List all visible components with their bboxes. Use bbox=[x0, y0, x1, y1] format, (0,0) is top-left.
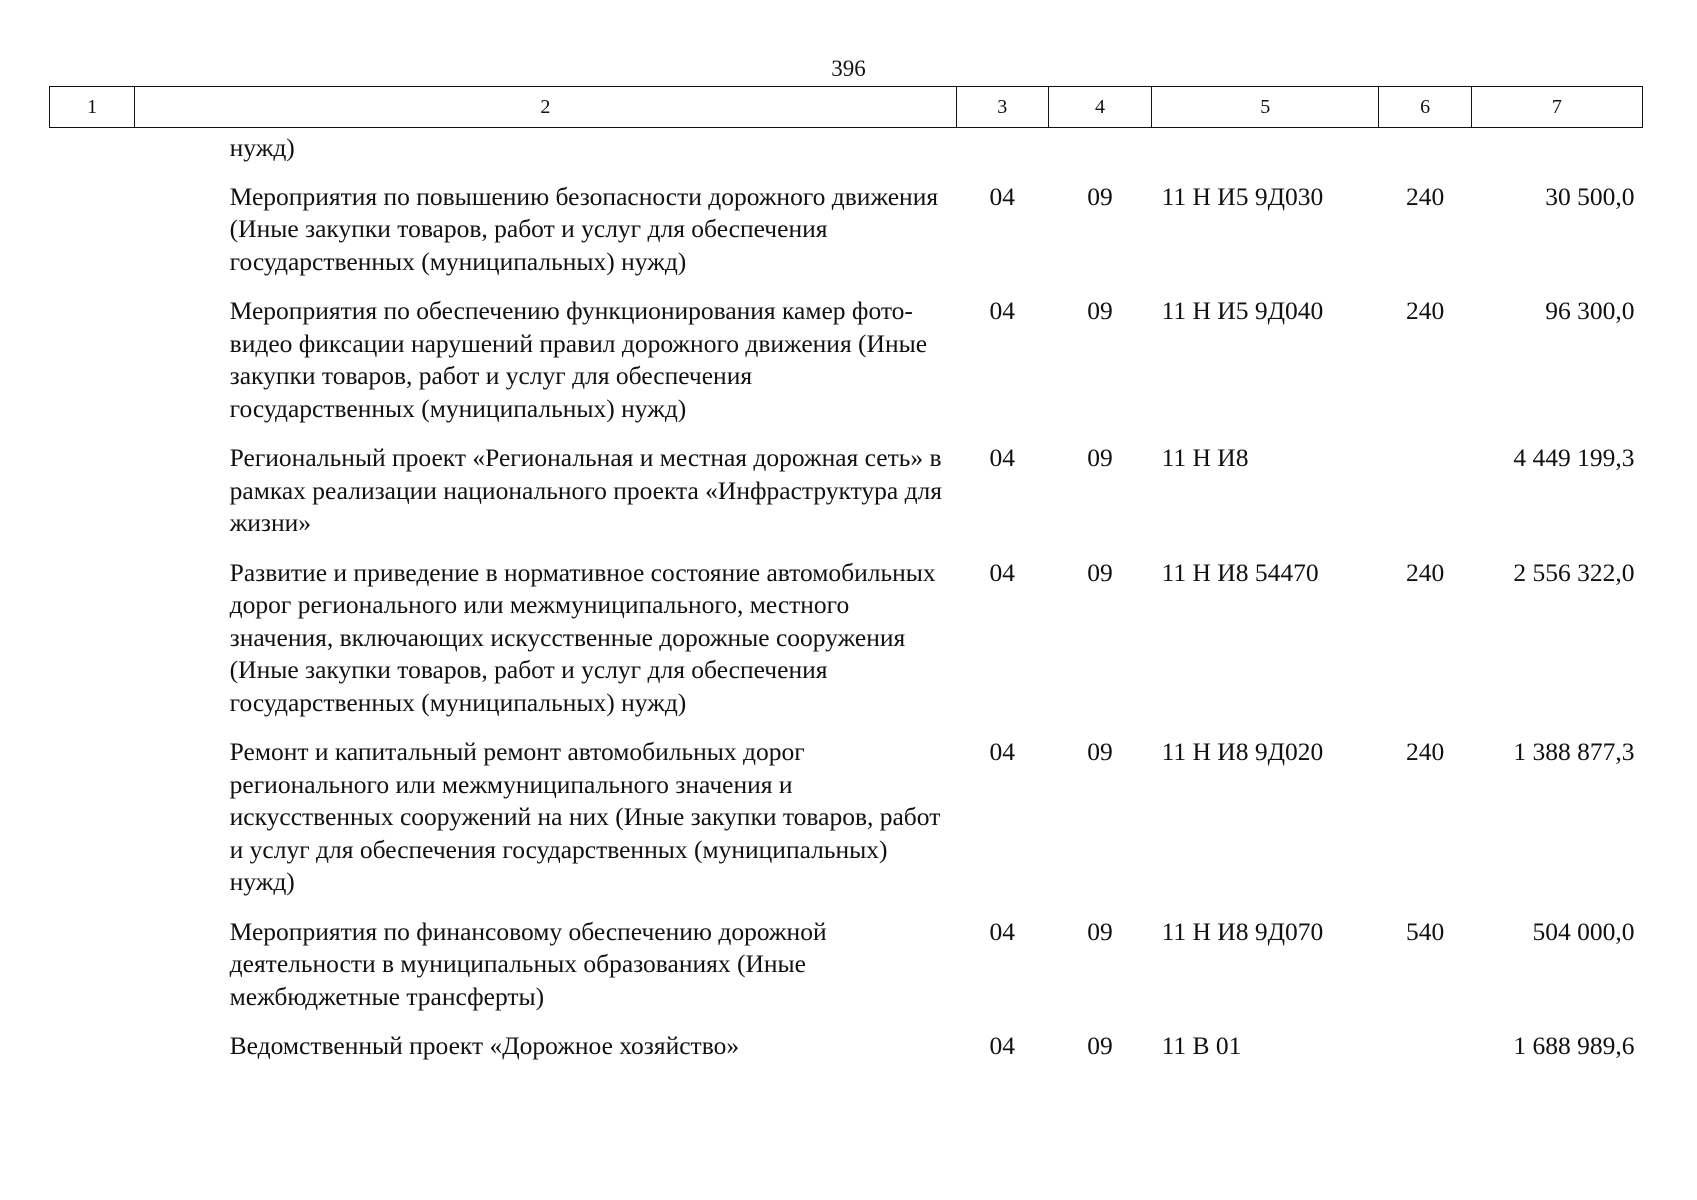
section-code: 04 bbox=[989, 737, 1016, 766]
subsection-code: 09 bbox=[1087, 296, 1113, 325]
subsection-code: 09 bbox=[1087, 1031, 1113, 1060]
row-spacer bbox=[50, 736, 135, 916]
amount: 96 300,0 bbox=[1545, 296, 1635, 325]
item-name: Развитие и приведение в нормативное состояние автомобильных дорог регионального или межмуниципального, местного значения, включающих искусственные дорожные сооружения (Иные закупки товаров, работ и услуг для обеспечения государственных (муниципальных) нужд) bbox=[229, 557, 936, 717]
empty-cell bbox=[1471, 128, 1642, 181]
item-name: Мероприятия по финансовому обеспечению дорожной деятельности в муниципальных образованиях (Иные межбюджетные трансферты) bbox=[229, 916, 827, 1011]
subsection-code: 09 bbox=[1087, 916, 1113, 946]
target-article-code: 11 Н И8 9Д070 bbox=[1161, 916, 1324, 946]
expense-type-code: 240 bbox=[1405, 737, 1445, 766]
target-article-code: 11 В 01 bbox=[1161, 1031, 1242, 1060]
budget-table bbox=[49, 86, 1643, 1080]
subsection-code: 09 bbox=[1087, 181, 1113, 211]
section-code: 04 bbox=[989, 916, 1016, 946]
table-row bbox=[50, 916, 1643, 1031]
row-spacer bbox=[50, 128, 135, 181]
table-row bbox=[50, 442, 1643, 557]
section-code: 04 bbox=[989, 181, 1016, 211]
empty-cell bbox=[1152, 128, 1379, 181]
row-spacer bbox=[50, 442, 135, 557]
column-number-4: 4 bbox=[1048, 87, 1151, 128]
item-name: Региональный проект «Региональная и местная дорожная сеть» в рамках реализации национального проекта «Инфраструктура для жизни» bbox=[229, 443, 943, 537]
empty-cell bbox=[1048, 128, 1151, 181]
expense-type-code bbox=[1379, 442, 1471, 557]
section-code: 04 bbox=[989, 443, 1016, 472]
expense-type-code: 540 bbox=[1405, 916, 1445, 946]
amount: 504 000,0 bbox=[1532, 916, 1635, 946]
header-row bbox=[50, 87, 1643, 128]
amount: 1 388 877,3 bbox=[1513, 737, 1635, 766]
section-code: 04 bbox=[989, 557, 1016, 587]
continuation-row bbox=[50, 128, 1643, 181]
table-body bbox=[50, 128, 1643, 1080]
section-code: 04 bbox=[989, 296, 1016, 325]
target-article-code: 11 Н И5 9Д030 bbox=[1161, 181, 1324, 211]
empty-cell bbox=[1379, 128, 1471, 181]
amount: 1 688 989,6 bbox=[1513, 1031, 1635, 1060]
subsection-code: 09 bbox=[1087, 557, 1113, 587]
amount: 4 449 199,3 bbox=[1513, 443, 1635, 472]
row-spacer bbox=[50, 557, 135, 737]
item-name: Ремонт и капитальный ремонт автомобильных дорог регионального или межмуниципального значения и искусственных сооружений на них (Иные закупки товаров, работ и услуг для обеспечения государственных (муниципальных) нужд) bbox=[229, 737, 941, 896]
amount: 2 556 322,0 bbox=[1513, 557, 1635, 587]
expense-type-code: 240 bbox=[1405, 557, 1445, 587]
column-number-2: 2 bbox=[135, 87, 957, 128]
table-row bbox=[50, 736, 1643, 916]
expense-type-code: 240 bbox=[1405, 181, 1445, 211]
subsection-code: 09 bbox=[1087, 443, 1113, 472]
table-row bbox=[50, 557, 1643, 737]
expense-type-code bbox=[1379, 1030, 1471, 1080]
column-number-5: 5 bbox=[1152, 87, 1379, 128]
row-spacer bbox=[50, 295, 135, 442]
item-name: Ведомственный проект «Дорожное хозяйство» bbox=[229, 1031, 740, 1060]
amount: 30 500,0 bbox=[1545, 181, 1635, 211]
target-article-code: 11 Н И8 bbox=[1161, 443, 1249, 472]
item-name: Мероприятия по повышению безопасности дорожного движения (Иные закупки товаров, работ и услуг для обеспечения государственных (муниципальных) нужд) bbox=[229, 181, 939, 276]
column-number-6: 6 bbox=[1379, 87, 1471, 128]
page-number: 396 bbox=[831, 56, 866, 81]
continuation-text: нужд) bbox=[229, 133, 295, 162]
table-header bbox=[50, 87, 1643, 128]
column-number-7: 7 bbox=[1471, 87, 1642, 128]
empty-cell bbox=[956, 128, 1048, 181]
target-article-code: 11 Н И5 9Д040 bbox=[1161, 296, 1324, 325]
column-number-1: 1 bbox=[50, 87, 135, 128]
column-number-3: 3 bbox=[956, 87, 1048, 128]
row-spacer bbox=[50, 181, 135, 296]
table-row bbox=[50, 181, 1643, 296]
section-code: 04 bbox=[989, 1031, 1016, 1060]
expense-type-code: 240 bbox=[1405, 296, 1445, 325]
subsection-code: 09 bbox=[1087, 737, 1113, 766]
target-article-code: 11 Н И8 9Д020 bbox=[1161, 737, 1324, 766]
table-row bbox=[50, 1030, 1643, 1080]
target-article-code: 11 Н И8 54470 bbox=[1161, 557, 1319, 587]
row-spacer bbox=[50, 1030, 135, 1080]
table-row bbox=[50, 295, 1643, 442]
row-spacer bbox=[50, 916, 135, 1031]
item-name: Мероприятия по обеспечению функционирования камер фото-видео фиксации нарушений правил дорожного движения (Иные закупки товаров, работ и услуг для обеспечения государственных (муниципальных) нужд) bbox=[229, 296, 928, 423]
